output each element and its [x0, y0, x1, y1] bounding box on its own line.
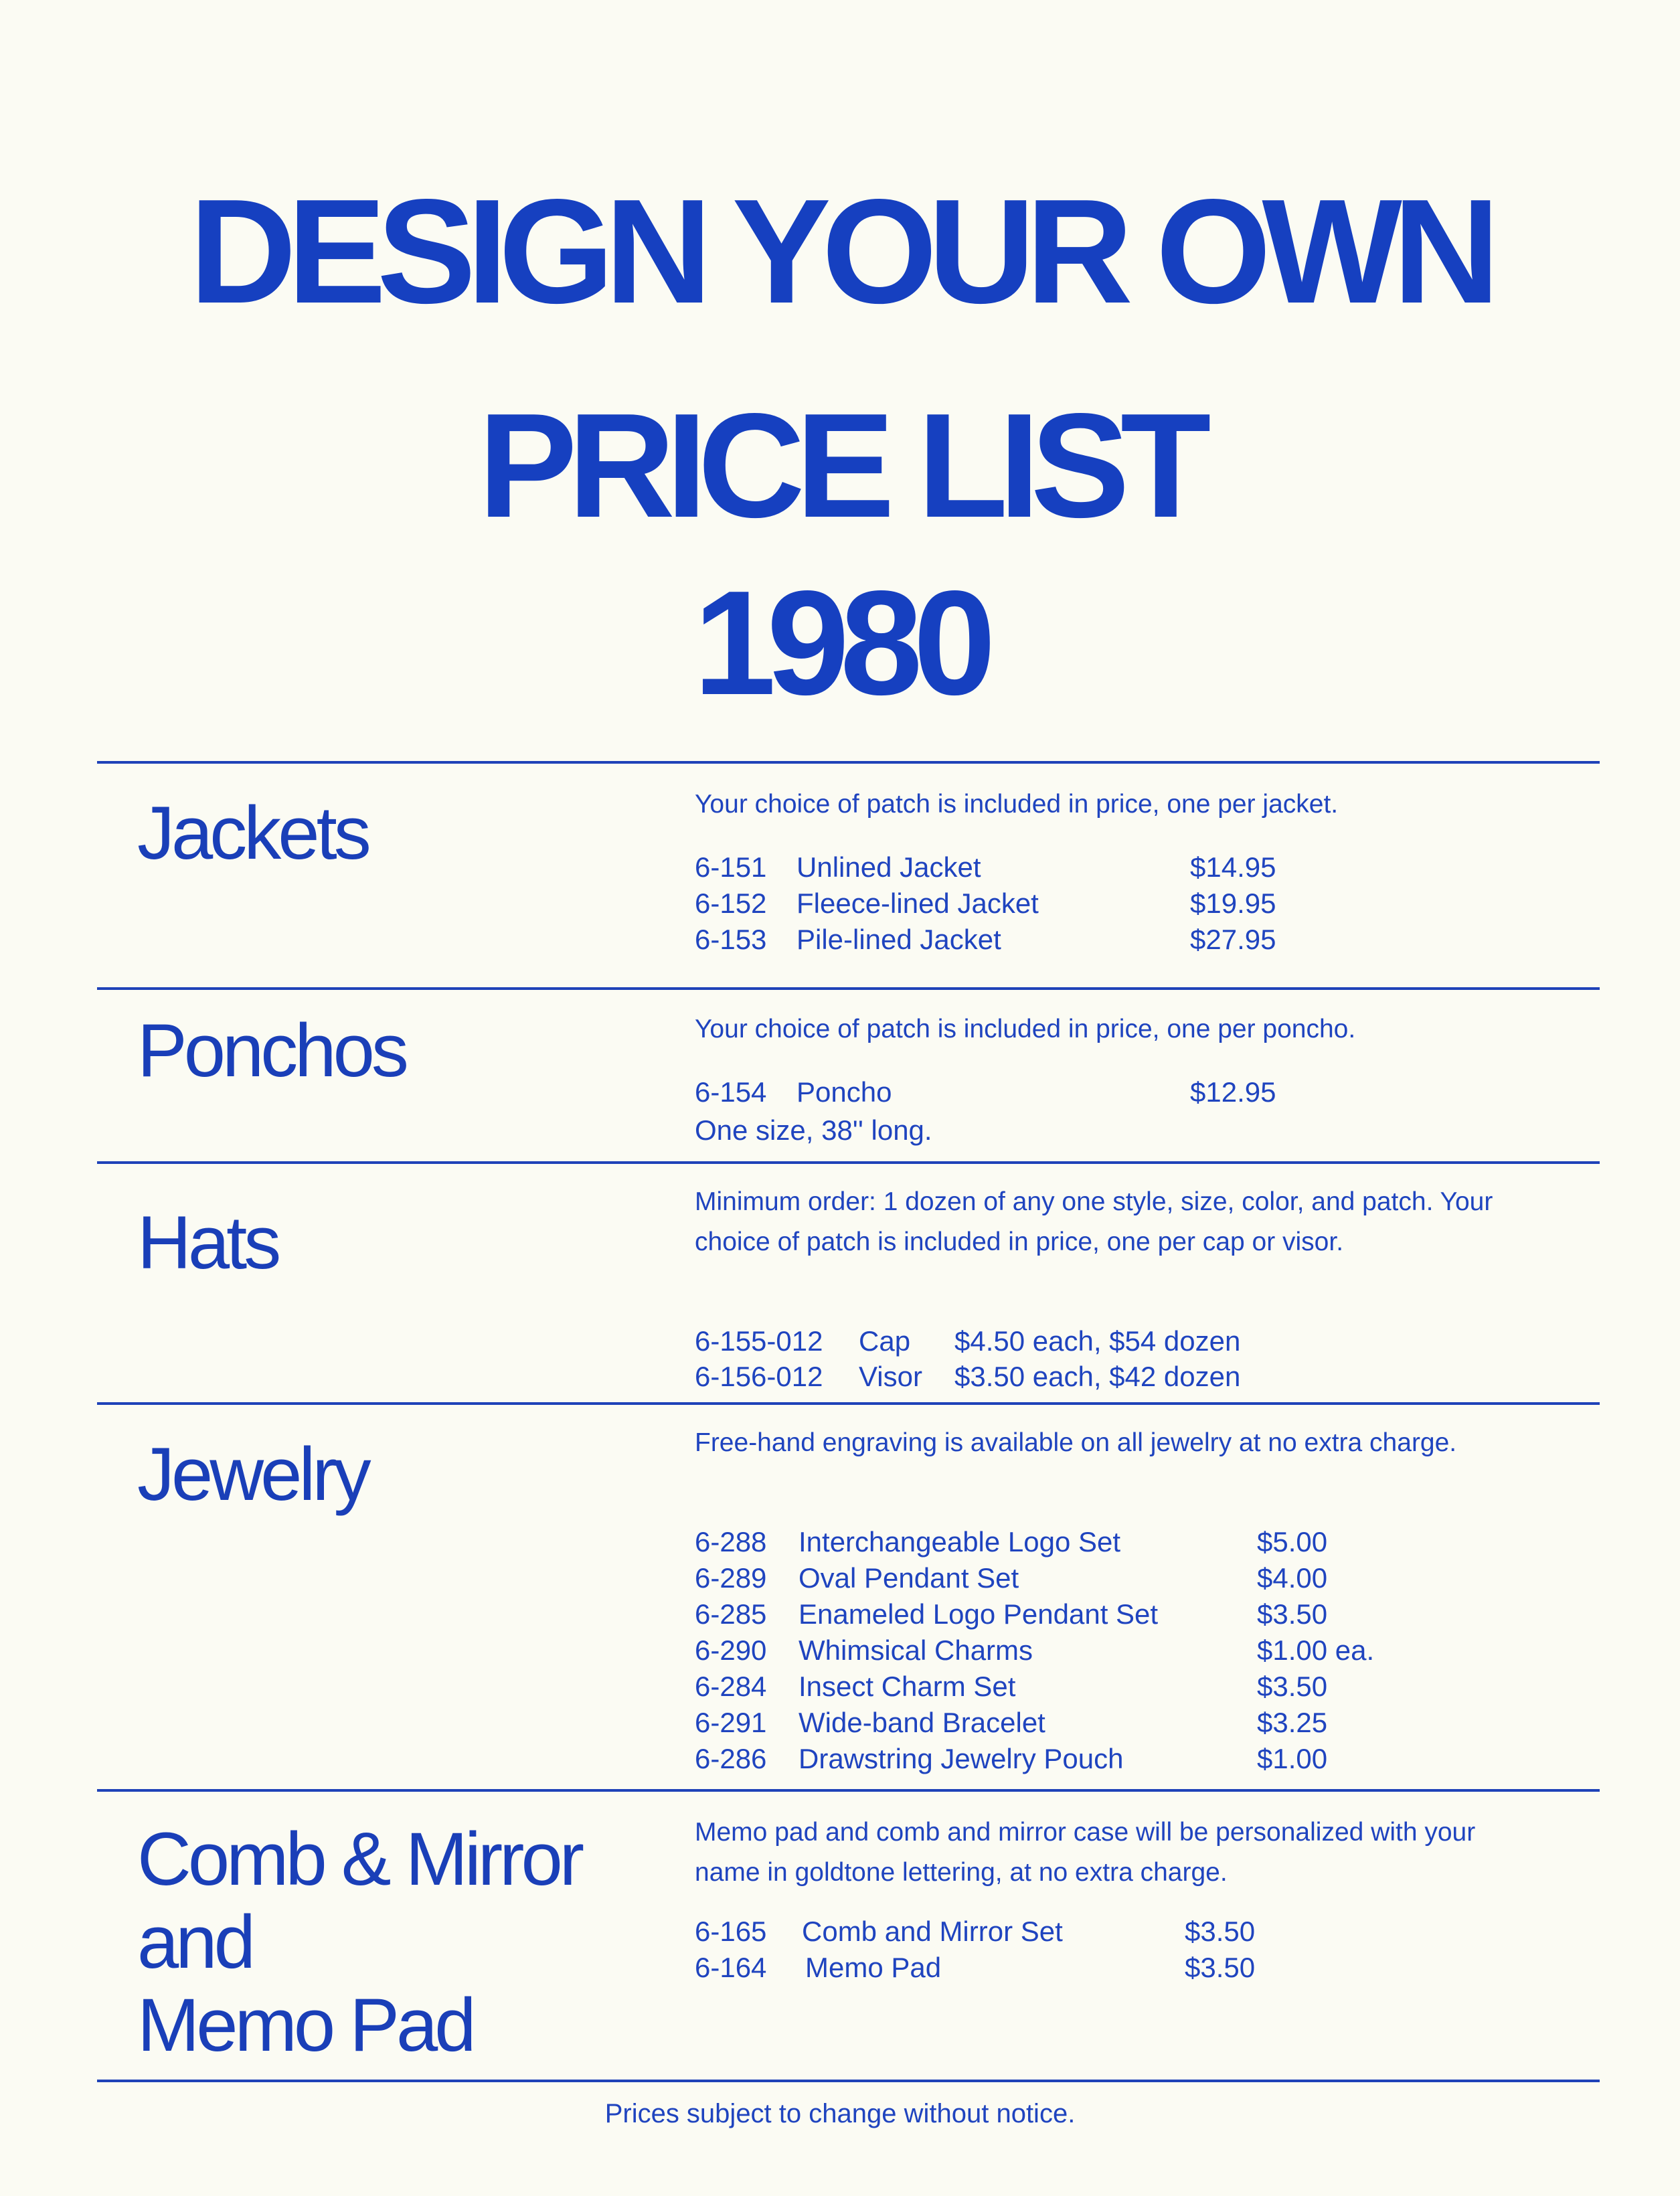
section-title-jackets: Jackets [137, 791, 368, 875]
item-code: 6-154 [695, 1076, 767, 1108]
item-price: $1.00 [1257, 1743, 1328, 1774]
item-name: Poncho [796, 1076, 892, 1108]
item-code: 6-288 [695, 1526, 767, 1557]
item-price: $3.25 [1257, 1707, 1328, 1738]
item-price: $14.95 [1190, 851, 1276, 883]
item-code: 6-290 [695, 1634, 767, 1666]
item-price: $12.95 [1190, 1076, 1276, 1108]
item-name: Interchangeable Logo Set [799, 1526, 1121, 1557]
divider-rule [97, 761, 1600, 764]
divider-rule [97, 987, 1600, 990]
item-code: 6-165 [695, 1916, 767, 1947]
item-code: 6-164 [695, 1952, 767, 1983]
footer-disclaimer: Prices subject to change without notice. [604, 2099, 1076, 2128]
section-title-hats: Hats [137, 1201, 278, 1284]
item-price: $3.50 [1257, 1671, 1328, 1702]
divider-rule [97, 1161, 1600, 1164]
divider-rule [97, 1402, 1600, 1405]
section-title-jewelry: Jewelry [137, 1432, 368, 1516]
title-line-2: PRICE LIST [478, 383, 1202, 549]
item-name: Comb and Mirror Set [802, 1916, 1063, 1947]
item-name: Wide-band Bracelet [799, 1707, 1045, 1738]
item-price: $3.50 [1257, 1598, 1328, 1630]
item-code: 6-155-012 [695, 1325, 823, 1357]
item-name: Oval Pendant Set [799, 1562, 1019, 1594]
item-name: Whimsical Charms [799, 1634, 1033, 1666]
item-name: Unlined Jacket [796, 851, 981, 883]
item-price: $27.95 [1190, 924, 1276, 955]
section-note-ponchos: One size, 38'' long. [695, 1114, 932, 1146]
item-price: $3.50 [1185, 1916, 1256, 1947]
section-description-jackets: Your choice of patch is included in price, one per jacket. [695, 790, 1339, 819]
section-description-ponchos: Your choice of patch is included in price, one per poncho. [695, 1015, 1356, 1043]
item-name: Memo Pad [805, 1952, 942, 1983]
item-code: 6-153 [695, 924, 767, 955]
item-name: Pile-lined Jacket [796, 924, 1001, 955]
item-name: Drawstring Jewelry Pouch [799, 1743, 1124, 1774]
item-price: $3.50 [1185, 1952, 1256, 1983]
item-price: $4.50 each, $54 dozen [954, 1325, 1241, 1357]
item-price: $3.50 each, $42 dozen [954, 1361, 1241, 1392]
item-code: 6-289 [695, 1562, 767, 1594]
item-name: Insect Charm Set [799, 1671, 1016, 1702]
section-title-ponchos: Ponchos [137, 1009, 406, 1092]
divider-rule [97, 2080, 1600, 2082]
section-description-jewelry: Free-hand engraving is available on all jewelry at no extra charge. [695, 1428, 1457, 1457]
item-code: 6-151 [695, 851, 767, 883]
item-price: $5.00 [1257, 1526, 1328, 1557]
item-code: 6-286 [695, 1743, 767, 1774]
item-code: 6-291 [695, 1707, 767, 1738]
section-title-comb-mirror-line-1: Comb & Mirror [137, 1817, 582, 1901]
section-title-comb-mirror-line-2: and [137, 1900, 252, 1984]
item-code: 6-284 [695, 1671, 767, 1702]
title-line-1: DESIGN YOUR OWN [189, 169, 1491, 335]
item-price: $4.00 [1257, 1562, 1328, 1594]
item-code: 6-285 [695, 1598, 767, 1630]
item-code: 6-152 [695, 888, 767, 919]
section-description-hats: Minimum order: 1 dozen of any one style, size, color, and patch. Your choice of patch is included in price, one per cap or visor. [695, 1187, 1493, 1256]
section-description-comb-mirror: Memo pad and comb and mirror case will be personalized with your name in goldtone lettering, at no extra charge. [695, 1818, 1476, 1887]
title-line-3: 1980 [693, 560, 987, 726]
divider-rule [97, 1789, 1600, 1792]
item-price: $1.00 ea. [1257, 1634, 1375, 1666]
item-price: $19.95 [1190, 888, 1276, 919]
item-name: Cap [859, 1325, 911, 1357]
item-name: Fleece-lined Jacket [796, 888, 1039, 919]
section-title-comb-mirror-line-3: Memo Pad [137, 1983, 473, 2067]
item-name: Enameled Logo Pendant Set [799, 1598, 1159, 1630]
item-code: 6-156-012 [695, 1361, 823, 1392]
item-name: Visor [859, 1361, 922, 1392]
